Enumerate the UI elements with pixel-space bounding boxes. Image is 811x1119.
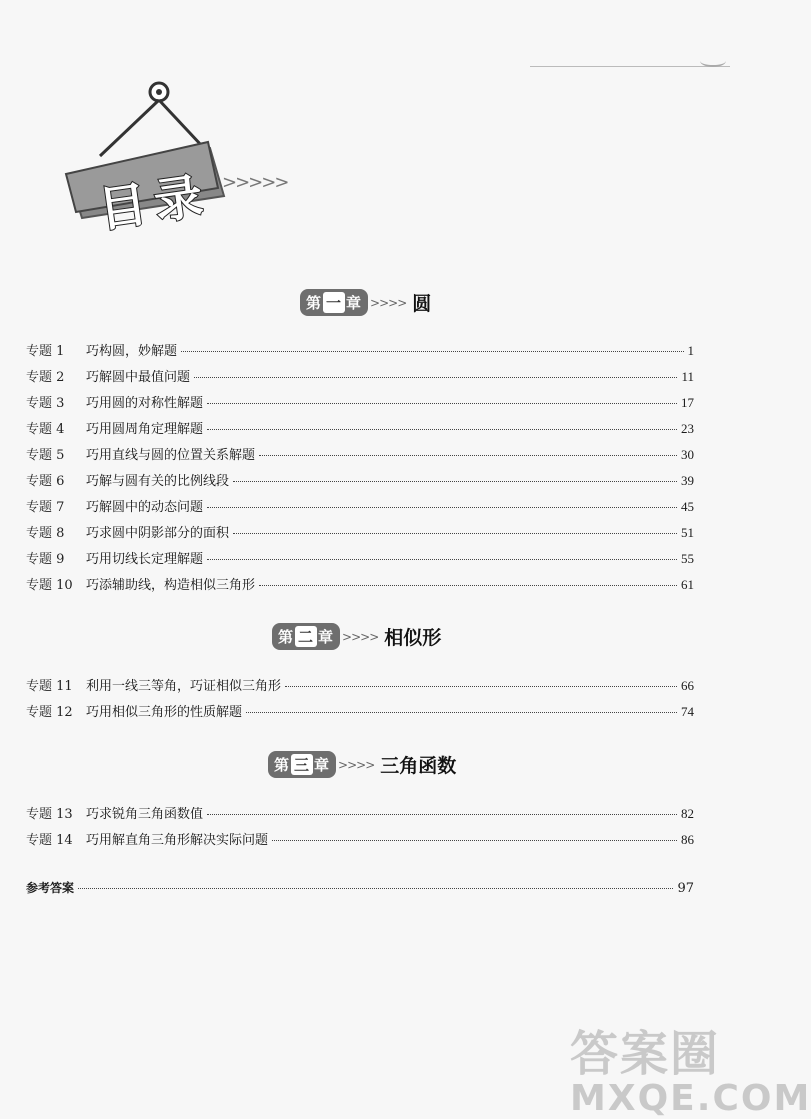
- chapter-title: 圆: [412, 293, 432, 315]
- leader-dots: [233, 533, 677, 534]
- watermark: [570, 1015, 811, 1119]
- toc-label: 专题 1: [26, 344, 65, 359]
- toc-page: 82: [681, 806, 694, 821]
- toc-page: 74: [681, 704, 694, 719]
- watermark-text-en: MXQE.COM: [570, 1078, 811, 1119]
- toc-row[interactable]: [26, 366, 694, 392]
- toc-label: 专题 3: [26, 396, 65, 411]
- toc-page: 23: [681, 421, 694, 436]
- chapter-heading-3: [268, 751, 456, 778]
- toc-page: 17: [681, 395, 694, 410]
- answers-title: 参考答案: [26, 881, 75, 895]
- toc-page: 30: [681, 447, 694, 462]
- toc-page: 55: [681, 551, 694, 566]
- toc-label: 专题 2: [26, 370, 65, 385]
- toc-row[interactable]: [26, 418, 694, 444]
- leader-dots: [246, 712, 677, 713]
- chapter-arrows: >>>>: [338, 757, 375, 772]
- toc-row[interactable]: [26, 444, 694, 470]
- toc-label: 专题 8: [26, 526, 65, 541]
- leader-dots: [207, 507, 677, 508]
- toc-page: 61: [681, 577, 694, 592]
- toc-title: 利用一线三等角，巧证相似三角形: [86, 679, 282, 694]
- toc-label: 专题 7: [26, 500, 65, 515]
- toc-title: 巧用圆的对称性解题: [86, 396, 204, 411]
- toc-title: 巧用解直角三角形解决实际问题: [86, 833, 269, 848]
- contents-sign: [62, 78, 232, 239]
- chapter-badge: 第 三 章: [268, 751, 336, 778]
- leader-dots: [181, 351, 683, 352]
- toc-title: 巧解圆中的动态问题: [86, 500, 204, 515]
- chapter-title: 相似形: [384, 627, 442, 649]
- header-ornament: [700, 55, 726, 67]
- toc-page: 86: [681, 832, 694, 847]
- chapter-heading-2: [272, 623, 441, 650]
- toc-label: 专题 6: [26, 474, 65, 489]
- leader-dots: [78, 888, 673, 889]
- toc-page: 45: [681, 499, 694, 514]
- contents-title: 目录: [95, 167, 214, 239]
- toc-row[interactable]: [26, 701, 694, 727]
- chapter-badge: 第 二 章: [272, 623, 340, 650]
- chapter-heading-1: [300, 289, 431, 316]
- toc-title: 巧用切线长定理解题: [86, 552, 204, 567]
- toc-page: 39: [681, 473, 694, 488]
- toc-label: 专题 14: [26, 833, 73, 848]
- toc-label: 专题 5: [26, 448, 65, 463]
- sign-arrows: >>>>>: [222, 172, 288, 193]
- toc-row[interactable]: [26, 522, 694, 548]
- leader-dots: [272, 840, 677, 841]
- leader-dots: [259, 585, 677, 586]
- chapter-arrows: >>>>: [342, 629, 379, 644]
- answers-row[interactable]: [26, 879, 694, 896]
- leader-dots: [207, 559, 677, 560]
- toc-row[interactable]: [26, 470, 694, 496]
- toc-row[interactable]: [26, 574, 694, 600]
- toc-row[interactable]: [26, 392, 694, 418]
- toc-page: 1: [687, 343, 694, 358]
- leader-dots: [194, 377, 677, 378]
- toc-page: 51: [681, 525, 694, 540]
- toc-row[interactable]: [26, 548, 694, 574]
- toc-label: 专题 12: [26, 705, 73, 720]
- chapter-arrows: >>>>: [370, 295, 407, 310]
- toc-label: 专题 4: [26, 422, 65, 437]
- toc-label: 专题 11: [26, 679, 73, 694]
- toc-label: 专题 9: [26, 552, 65, 567]
- answers-page: 97: [677, 881, 694, 896]
- toc-title: 巧解圆中最值问题: [86, 370, 191, 385]
- toc-title: 巧用相似三角形的性质解题: [86, 705, 243, 720]
- toc-label: 专题 10: [26, 578, 73, 593]
- toc-page: 11: [681, 369, 694, 384]
- toc-title: 巧解与圆有关的比例线段: [86, 474, 230, 489]
- toc-title: 巧用直线与圆的位置关系解题: [86, 448, 256, 463]
- toc-row[interactable]: [26, 829, 694, 855]
- toc-label: 专题 13: [26, 807, 73, 822]
- toc-title: 巧构圆，妙解题: [86, 344, 178, 359]
- chapter-title: 三角函数: [380, 755, 457, 777]
- toc-row[interactable]: [26, 675, 694, 701]
- toc-row[interactable]: [26, 496, 694, 522]
- leader-dots: [259, 455, 677, 456]
- toc-row[interactable]: [26, 340, 694, 366]
- chapter-badge: 第 一 章: [300, 289, 368, 316]
- header-rule: [530, 66, 730, 67]
- watermark-text-cn: 答案圈: [570, 1026, 721, 1082]
- toc-title: 巧添辅助线，构造相似三角形: [86, 578, 256, 593]
- toc-title: 巧求圆中阴影部分的面积: [86, 526, 230, 541]
- leader-dots: [207, 429, 677, 430]
- leader-dots: [285, 686, 677, 687]
- toc-title: 巧求锐角三角函数值: [86, 807, 204, 822]
- leader-dots: [207, 403, 677, 404]
- toc-title: 巧用圆周角定理解题: [86, 422, 204, 437]
- leader-dots: [207, 814, 677, 815]
- toc-page: 66: [681, 678, 694, 693]
- leader-dots: [233, 481, 677, 482]
- toc-row[interactable]: [26, 803, 694, 829]
